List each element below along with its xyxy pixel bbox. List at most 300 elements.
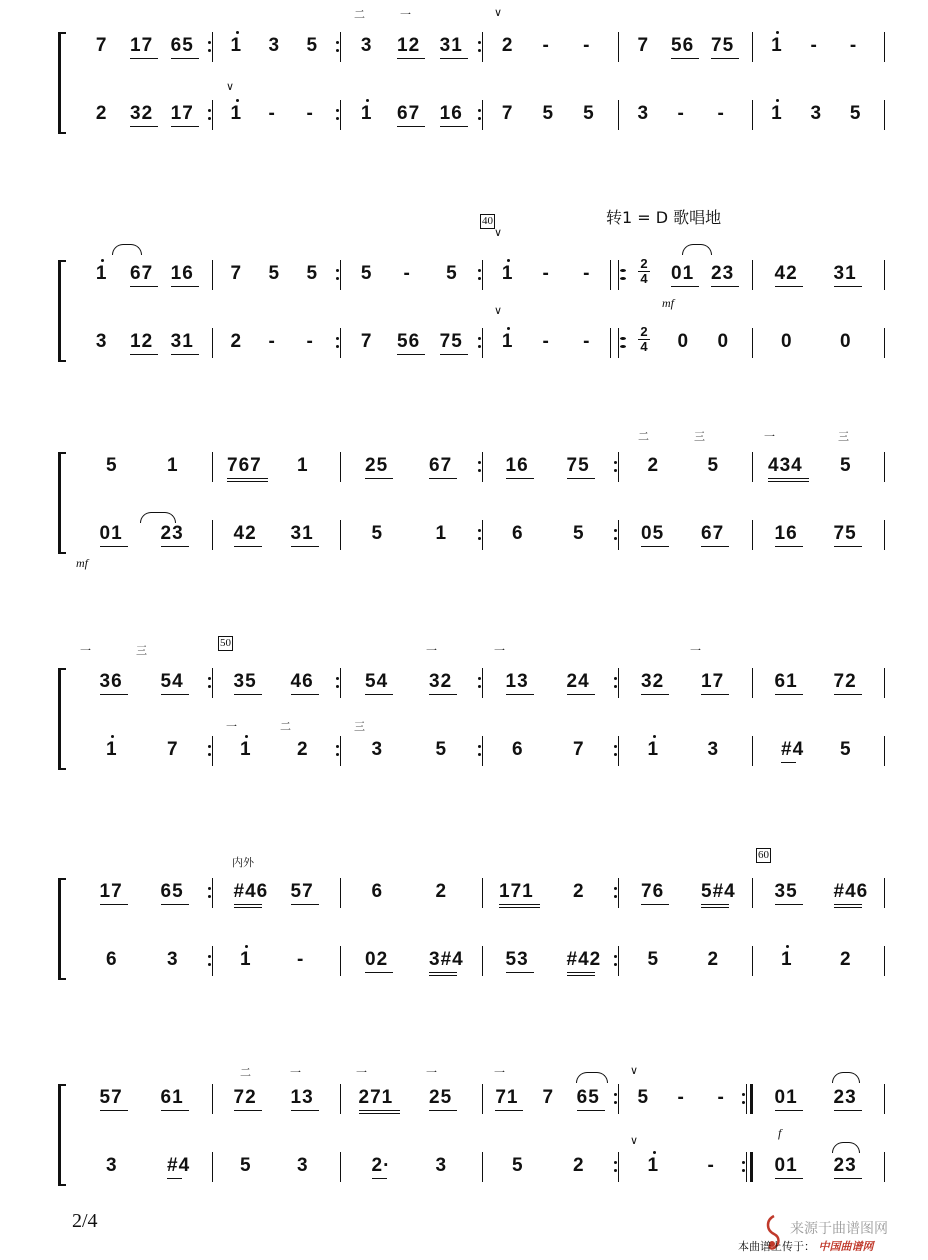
note: -	[583, 35, 591, 56]
octave-dot-high	[236, 99, 239, 102]
note: 24	[566, 671, 590, 692]
time-signature-top: 2	[640, 324, 648, 339]
note: 16	[774, 523, 798, 544]
note: 5	[268, 263, 281, 284]
note: 3#4	[429, 949, 464, 970]
note: 56	[671, 35, 695, 56]
note: 17	[701, 671, 725, 692]
note: 67	[397, 103, 421, 124]
beam-line	[171, 286, 199, 287]
fingering-mark: 一	[426, 645, 437, 657]
octave-dot-high	[653, 735, 656, 738]
beam-line	[130, 354, 158, 355]
barline	[752, 736, 753, 766]
beam-line	[775, 1110, 803, 1111]
note: 6	[512, 523, 524, 544]
staff-row-upper	[0, 28, 928, 68]
barline	[618, 328, 619, 358]
barline	[482, 946, 483, 976]
note: 42	[233, 523, 257, 544]
note: 23	[833, 1155, 857, 1176]
staff-row-upper	[0, 874, 928, 914]
note: 5	[240, 1155, 252, 1176]
note: 1	[230, 35, 243, 56]
barline	[618, 32, 619, 62]
note: 7	[167, 739, 179, 760]
dynamic-marking: mf	[76, 556, 88, 570]
octave-dot-high	[776, 31, 779, 34]
note: 1	[95, 263, 108, 284]
page-number: 2/4	[72, 1210, 98, 1232]
barline	[340, 1152, 341, 1182]
barline	[212, 260, 213, 290]
note: 1	[230, 103, 243, 124]
beam-line	[834, 1110, 862, 1111]
barline	[618, 946, 619, 976]
note: 72	[833, 671, 857, 692]
note: -	[677, 103, 685, 124]
note: 767	[227, 455, 262, 476]
note: 3	[106, 1155, 118, 1176]
barline	[212, 1084, 213, 1114]
rehearsal-mark: 40	[482, 215, 493, 227]
note: 31	[170, 331, 194, 352]
barline	[618, 736, 619, 766]
note: 1	[771, 103, 783, 124]
note: 7	[501, 103, 514, 124]
note: 0	[677, 331, 690, 352]
note: 31	[833, 263, 857, 284]
note: 12	[130, 331, 154, 352]
footer-brand[interactable]: 中国曲谱网	[818, 1240, 874, 1253]
breath-mark: ∨	[226, 81, 235, 93]
note: 56	[397, 331, 421, 352]
beam-line	[359, 1110, 400, 1111]
note: 71	[495, 1087, 519, 1108]
fingering-mark: 一	[764, 431, 775, 443]
beam-line	[234, 694, 262, 695]
slur	[576, 1072, 608, 1083]
time-signature	[638, 258, 650, 285]
beam-line	[495, 1110, 523, 1111]
barline	[752, 100, 753, 130]
note: -	[583, 331, 591, 352]
octave-dot-high	[653, 1151, 656, 1154]
barline	[212, 32, 213, 62]
beam-line	[130, 58, 158, 59]
note: 7	[230, 263, 243, 284]
beam-line	[171, 354, 199, 355]
beam-line	[671, 58, 699, 59]
note: 01	[671, 263, 695, 284]
slur	[140, 512, 176, 523]
note: 17	[170, 103, 194, 124]
repeat-start-barline	[610, 328, 611, 358]
barline	[752, 946, 753, 976]
note: 13	[290, 1087, 314, 1108]
note: 5	[573, 523, 585, 544]
beam-line	[701, 907, 729, 908]
beam-line	[234, 1110, 262, 1111]
watermark-text: 来源于曲谱图网	[790, 1221, 888, 1237]
note: 61	[160, 1087, 184, 1108]
note: #46	[833, 881, 869, 902]
dynamic-marking: f	[778, 1126, 782, 1140]
beam-line	[440, 126, 468, 127]
beam-line	[291, 1110, 319, 1111]
beam-line	[429, 972, 457, 973]
octave-dot-high	[776, 99, 779, 102]
barline	[482, 452, 483, 482]
note: -	[583, 263, 591, 284]
beam-line	[506, 694, 534, 695]
staff-row-lower	[0, 96, 928, 136]
note: 2	[573, 881, 585, 902]
note: 5	[446, 263, 458, 284]
beam-line	[234, 907, 262, 908]
breath-mark: ∨	[630, 1065, 639, 1077]
note: 3	[95, 331, 108, 352]
beam-line	[161, 1110, 189, 1111]
note: 32	[641, 671, 665, 692]
barline	[212, 668, 213, 698]
barline	[212, 328, 213, 358]
beam-line	[100, 1110, 128, 1111]
note: 3	[371, 739, 384, 760]
barline	[884, 32, 885, 62]
barline	[340, 452, 341, 482]
barline	[340, 878, 341, 908]
beam-line	[567, 694, 595, 695]
barline	[884, 1084, 885, 1114]
note: 75	[711, 35, 735, 56]
note: 7	[95, 35, 108, 56]
barline	[482, 1152, 483, 1182]
note: 1	[771, 35, 783, 56]
beam-line	[641, 694, 669, 695]
note: 2	[707, 949, 720, 970]
beam-line	[429, 478, 457, 479]
barline	[884, 260, 885, 290]
note: #4	[781, 739, 805, 760]
barline	[884, 1152, 885, 1182]
note: 16	[439, 103, 463, 124]
fingering-mark: 一	[356, 1067, 367, 1079]
note: 5	[542, 103, 555, 124]
beam-line	[775, 286, 803, 287]
note: -	[849, 35, 858, 56]
barline	[340, 1084, 341, 1114]
beam-line	[775, 694, 803, 695]
dynamic-marking: mf	[662, 296, 674, 310]
barline	[884, 668, 885, 698]
beam-line	[711, 58, 739, 59]
beam-line	[291, 694, 319, 695]
barline	[618, 1084, 619, 1114]
breath-mark: ∨	[494, 305, 503, 317]
note: 6	[106, 949, 118, 970]
time-signature	[638, 326, 650, 353]
fingering-mark: 一	[226, 721, 237, 733]
beam-line	[291, 546, 319, 547]
barline	[752, 668, 753, 698]
note: 35	[774, 881, 798, 902]
note: 2	[435, 881, 448, 902]
note: 3	[268, 35, 281, 56]
beam-line	[567, 975, 595, 976]
note: 0	[717, 331, 730, 352]
note: 2	[95, 103, 108, 124]
note: 5	[371, 523, 384, 544]
beam-line	[167, 1178, 182, 1179]
slur	[682, 244, 712, 255]
note: 65	[576, 1087, 600, 1108]
note: 57	[290, 881, 314, 902]
note: 5	[840, 739, 852, 760]
octave-dot-high	[245, 735, 248, 738]
note: 3	[435, 1155, 448, 1176]
staff-row-lower	[0, 732, 928, 772]
note: 2	[230, 331, 243, 352]
note: 7	[637, 35, 650, 56]
barline	[618, 452, 619, 482]
octave-dot-high	[507, 259, 510, 262]
fingering-mark: 三	[136, 645, 147, 657]
note: 5	[637, 1087, 650, 1108]
beam-line	[834, 907, 862, 908]
octave-dot-high	[245, 945, 248, 948]
note: 7	[573, 739, 585, 760]
note: 16	[170, 263, 194, 284]
note: -	[677, 1087, 685, 1108]
rehearsal-mark: 50	[220, 637, 231, 649]
breath-mark: ∨	[494, 7, 503, 19]
note: 46	[290, 671, 314, 692]
note: 23	[160, 523, 184, 544]
beam-line	[429, 975, 457, 976]
note: -	[810, 35, 818, 56]
note: 1	[240, 739, 252, 760]
barline	[212, 452, 213, 482]
barline	[618, 260, 619, 290]
note: 3	[810, 103, 823, 124]
note: -	[717, 1087, 725, 1108]
note: 1	[106, 739, 118, 760]
barline	[618, 1152, 619, 1182]
note: 1	[501, 331, 514, 352]
beam-line	[506, 478, 534, 479]
note: 0	[840, 331, 852, 352]
beam-line	[499, 904, 540, 905]
note: 5	[306, 263, 319, 284]
note: 1	[781, 949, 793, 970]
note: 72	[233, 1087, 257, 1108]
barline	[482, 1084, 483, 1114]
beam-line	[171, 58, 199, 59]
staff-row-upper	[0, 256, 928, 296]
beam-line	[365, 478, 393, 479]
note: 25	[429, 1087, 453, 1108]
note: 31	[439, 35, 463, 56]
barline	[340, 946, 341, 976]
note: 3	[707, 739, 720, 760]
note: -	[297, 949, 305, 970]
note: 3	[360, 35, 373, 56]
note: -	[403, 263, 411, 284]
note: 7	[542, 1087, 555, 1108]
breath-mark: ∨	[494, 227, 503, 239]
note: 2·	[371, 1155, 391, 1176]
octave-dot-high	[101, 259, 104, 262]
note: 5	[306, 35, 319, 56]
barline	[212, 946, 213, 976]
beam-line	[711, 286, 739, 287]
note: #42	[566, 949, 602, 970]
barline	[884, 452, 885, 482]
note: 01	[99, 523, 123, 544]
note: -	[542, 263, 550, 284]
note: 5	[512, 1155, 524, 1176]
note: 01	[774, 1087, 798, 1108]
beam-line	[440, 354, 468, 355]
note: 05	[641, 523, 665, 544]
beam-line	[227, 481, 268, 482]
beam-line	[834, 904, 862, 905]
note: 23	[711, 263, 735, 284]
barline	[482, 328, 483, 358]
note: 1	[647, 739, 660, 760]
note: 5	[583, 103, 595, 124]
barline	[482, 668, 483, 698]
note: 76	[641, 881, 665, 902]
fingering-mark: 一	[290, 1067, 301, 1079]
beam-line	[671, 286, 699, 287]
note: 5	[849, 103, 862, 124]
beam-line	[701, 546, 729, 547]
fingering-mark: 一	[400, 9, 411, 21]
note: 32	[130, 103, 154, 124]
staff-row-lower	[0, 324, 928, 364]
note: 17	[99, 881, 123, 902]
barline	[884, 736, 885, 766]
beam-line	[499, 907, 540, 908]
beam-line	[567, 478, 595, 479]
note: #4	[167, 1155, 191, 1176]
beam-line	[641, 904, 669, 905]
note: 75	[566, 455, 590, 476]
note: 1	[501, 263, 514, 284]
beam-line	[234, 904, 262, 905]
footer-text: 本曲谱上传于：	[738, 1240, 815, 1253]
beam-line	[768, 478, 809, 479]
staff-row-upper	[0, 1080, 928, 1120]
fingering-mark: 二	[280, 721, 291, 733]
note: 01	[774, 1155, 798, 1176]
beam-line	[372, 1178, 387, 1179]
beam-line	[397, 58, 425, 59]
note: 3	[637, 103, 650, 124]
barline	[212, 520, 213, 550]
beam-line	[161, 546, 189, 547]
note: 25	[365, 455, 389, 476]
barline	[482, 736, 483, 766]
note: 54	[365, 671, 389, 692]
slur	[112, 244, 142, 255]
note: 2	[297, 739, 309, 760]
note: 2	[647, 455, 660, 476]
beam-line	[506, 972, 534, 973]
barline	[618, 878, 619, 908]
beam-line	[834, 1178, 862, 1179]
note: -	[306, 331, 314, 352]
note: 36	[99, 671, 123, 692]
barline	[884, 520, 885, 550]
note: 5	[435, 739, 448, 760]
beam-line	[429, 1110, 457, 1111]
barline	[884, 328, 885, 358]
note: 65	[170, 35, 194, 56]
note: 2	[840, 949, 852, 970]
note: 67	[429, 455, 453, 476]
note: 42	[774, 263, 798, 284]
barline	[212, 736, 213, 766]
note: 1	[360, 103, 373, 124]
barline	[618, 668, 619, 698]
note: 171	[499, 881, 534, 902]
note: 35	[233, 671, 257, 692]
beam-line	[775, 904, 803, 905]
barline	[752, 452, 753, 482]
fingering-mark: 三	[838, 431, 849, 443]
fingering-mark: 一	[494, 645, 505, 657]
beam-line	[234, 546, 262, 547]
beam-line	[365, 972, 393, 973]
staff-row-upper	[0, 448, 928, 488]
note: 1	[647, 1155, 660, 1176]
breath-mark: ∨	[630, 1135, 639, 1147]
barline	[212, 1152, 213, 1182]
octave-dot-high	[111, 735, 114, 738]
barline	[884, 100, 885, 130]
barline	[482, 878, 483, 908]
note: 75	[833, 523, 857, 544]
footer	[738, 1238, 874, 1254]
slur	[832, 1072, 860, 1083]
rehearsal-mark: 60	[758, 849, 769, 861]
barline	[340, 32, 341, 62]
note: 2	[501, 35, 514, 56]
note: 31	[290, 523, 314, 544]
note: 16	[505, 455, 529, 476]
beam-line	[641, 546, 669, 547]
fingering-mark: 一	[494, 1067, 505, 1079]
note: 65	[160, 881, 184, 902]
barline	[482, 260, 483, 290]
repeat-end-barline	[746, 1152, 747, 1182]
note: 23	[833, 1087, 857, 1108]
barline	[340, 328, 341, 358]
note: 5	[707, 455, 720, 476]
note: 12	[397, 35, 421, 56]
note: 5	[360, 263, 373, 284]
barline	[752, 520, 753, 550]
fingering-mark: 内外	[232, 857, 254, 869]
beam-line	[397, 354, 425, 355]
note: 53	[505, 949, 529, 970]
note: 17	[130, 35, 154, 56]
note: 5	[106, 455, 118, 476]
beam-line	[429, 694, 457, 695]
